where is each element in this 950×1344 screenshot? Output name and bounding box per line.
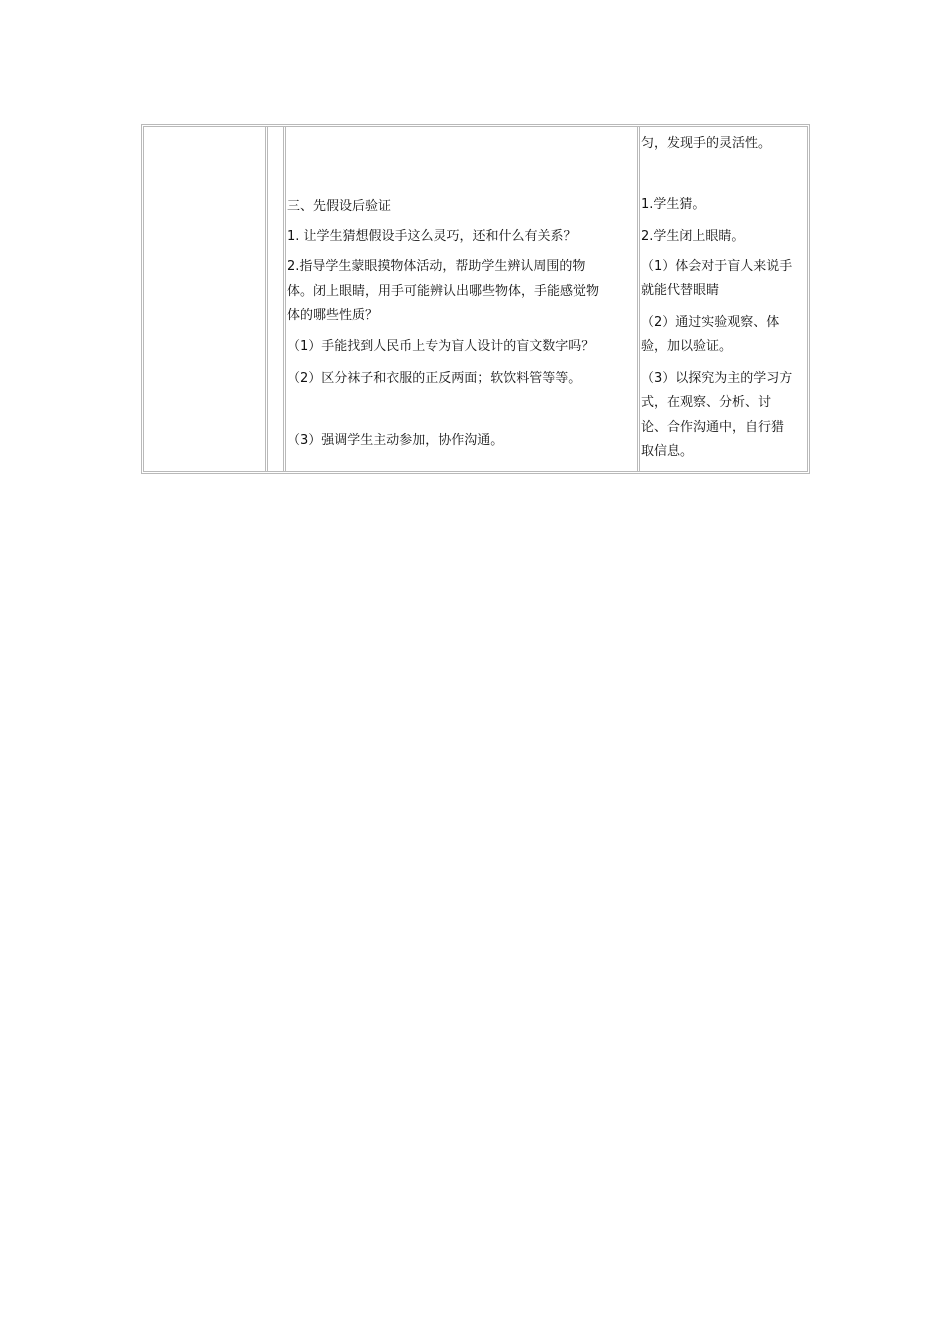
- column-divider: [637, 127, 640, 471]
- teacher-step-2-line3: 体的哪些性质？: [287, 308, 379, 323]
- student-substep-3-line4: 取信息。: [641, 444, 694, 459]
- teacher-step-2-line1: 2.指导学生蒙眼摸物体活动，帮助学生辨认周围的物: [287, 259, 586, 274]
- teacher-substep-3: （3）强调学生主动参加，协作沟通。: [287, 433, 504, 448]
- lesson-plan-table: [141, 124, 810, 474]
- teacher-step-2-line2: 体。闭上眼睛，用手可能辨认出哪些物体，手能感觉物: [287, 284, 600, 299]
- column-divider: [265, 127, 268, 471]
- column-divider: [283, 127, 286, 471]
- student-step-1: 1.学生猜。: [641, 197, 706, 212]
- student-substep-1-line2: 就能代替眼睛: [641, 283, 720, 298]
- student-continuation: 匀，发现手的灵活性。: [641, 136, 772, 151]
- teacher-step-1: 1. 让学生猜想假设手这么灵巧，还和什么有关系？: [287, 229, 577, 244]
- section-heading: 三、先假设后验证: [287, 199, 392, 214]
- teacher-substep-1: （1）手能找到人民币上专为盲人设计的盲文数字吗？: [287, 339, 595, 354]
- student-substep-3-line2: 式，在观察、分析、讨: [641, 395, 772, 410]
- teacher-substep-2: （2）区分袜子和衣服的正反两面；软饮料管等等。: [287, 371, 582, 386]
- student-step-2: 2.学生闭上眼睛。: [641, 229, 745, 244]
- student-substep-3-line3: 论、合作沟通中，自行猎: [641, 420, 785, 435]
- student-substep-2-line1: （2）通过实验观察、体: [641, 315, 780, 330]
- student-substep-2-line2: 验，加以验证。: [641, 339, 733, 354]
- student-substep-3-line1: （3）以探究为主的学习方: [641, 371, 793, 386]
- student-substep-1-line1: （1）体会对于盲人来说手: [641, 259, 793, 274]
